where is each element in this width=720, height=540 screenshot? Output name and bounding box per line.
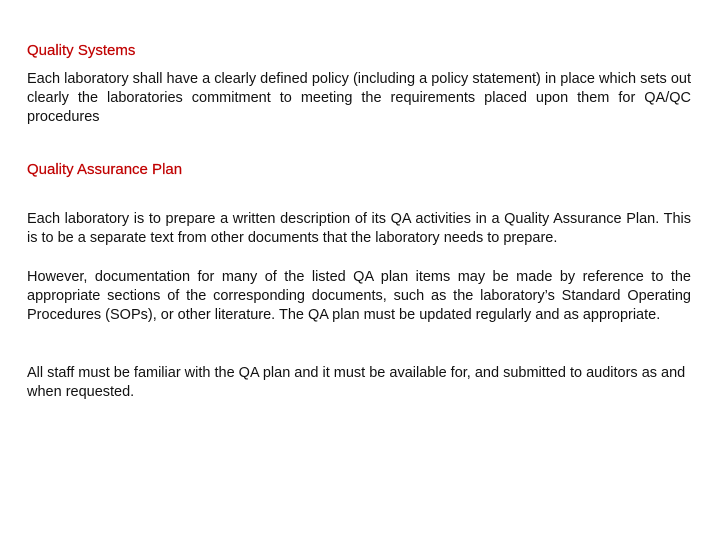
section-heading-quality-systems: Quality Systems — [27, 42, 136, 59]
section-heading-quality-assurance-plan: Quality Assurance Plan — [27, 161, 183, 178]
paragraph-qa-plan-description: Each laboratory is to prepare a written description of its QA activities in a Quality Assurance Plan. This is to be a separate text from other documents that the laboratory needs to prepare. — [27, 211, 691, 246]
paragraph-quality-systems-policy: Each laboratory shall have a clearly defined policy (including a policy statement) in place which sets out clearly the laboratories commitment to meeting the requirements placed upon them for QA/QC procedures — [27, 71, 691, 125]
paragraph-qa-plan-documentation: However, documentation for many of the listed QA plan items may be made by reference to the appropriate sections of the corresponding documents, such as the laboratory’s Standard Operating Procedures (SOPs), or other literature. The QA plan must be updated regularly and as appropriate. — [27, 269, 691, 323]
paragraph-qa-plan-staff: All staff must be familiar with the QA plan and it must be available for, and submitted to auditors as and when requested. — [27, 365, 686, 400]
